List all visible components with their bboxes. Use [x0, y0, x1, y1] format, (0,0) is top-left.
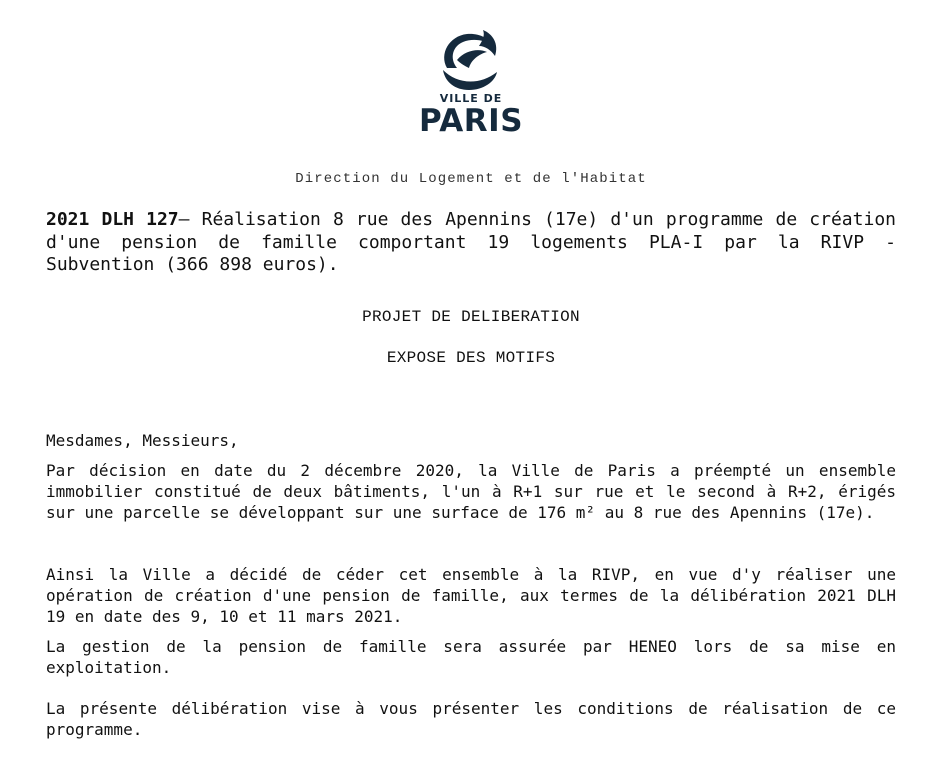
logo-ville-de: VILLE DE [439, 92, 503, 105]
expose-heading: EXPOSE DES MOTIFS [386, 349, 556, 367]
deliberation-title-text: – Réalisation 8 rue des Apennins (17e) d'un programme de création d'une pension de famille comportant 19 logements PLA-I par la RIVP - Subvention (366 898 euros). [46, 209, 896, 275]
paragraph-cession: Ainsi la Ville a décidé de céder cet ensemble à la RIVP, en vue d'y réaliser une opération de création d'une pension de famille, aux termes de la délibération 2021 DLH 19 en date des 9, 10 et 11 mars 2021. [46, 565, 896, 626]
projet-heading: PROJET DE DELIBERATION [362, 308, 580, 326]
deliberation-reference: 2021 DLH 127 [46, 209, 179, 230]
deliberation-title [46, 209, 896, 277]
ville-de-paris-logo [405, 26, 537, 146]
logo-paris: PARIS [418, 103, 524, 139]
paragraph-gestion: La gestion de la pension de famille sera assurée par HENEO lors de sa mise en exploitation. [46, 637, 896, 677]
paragraph-objet: La présente délibération vise à vous présenter les conditions de réalisation de ce programme. [46, 699, 896, 739]
boat-emblem-icon [435, 26, 507, 92]
paragraph-preemption: Par décision en date du 2 décembre 2020, la Ville de Paris a préempté un ensemble immobilier constitué de deux bâtiments, l'un à R+1 sur rue et le second à R+2, érigés sur une parcelle se développant sur une surface de 176 m² au 8 rue des Apennins (17e). [46, 461, 896, 522]
direction-label: Direction du Logement et de l'Habitat [295, 171, 647, 187]
salutation: Mesdames, Messieurs, [46, 431, 239, 450]
